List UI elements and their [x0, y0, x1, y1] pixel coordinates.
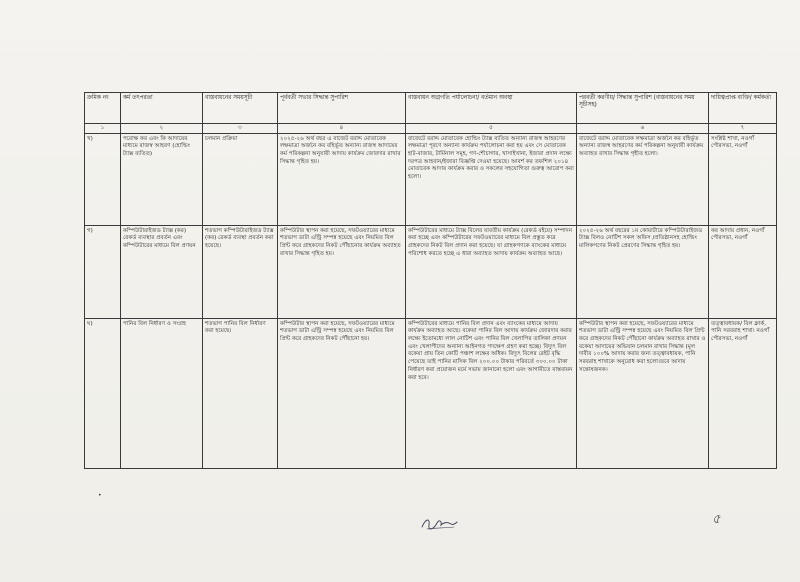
header-prev-decision: পূর্ববর্তী সভার সিদ্ধান্ত সুপারিশ — [278, 93, 406, 124]
column-number: ৩ — [203, 124, 278, 134]
row-next-steps: বাজেটে বরাদ্দ মোতাবেক লক্ষমাত্রা অর্জনে কর বহির্ভূত অন্যান্য রাজস্ব আহরণের কর্ম পরিকল্পনা অনুযায়ী কার্যক্রম অব্যাহত রাখার সিদ্ধান্ত গৃহীত হলো। — [577, 134, 709, 226]
column-number: ৫ — [406, 124, 577, 134]
row-responsible: কর আদায় প্রধান, নওগাঁ পৌরসভা, নওগাঁ — [709, 226, 777, 319]
header-schedule: বাস্তবায়নের সময়সূচী — [203, 93, 278, 124]
table-row — [85, 134, 777, 226]
page-number: ৫ — [712, 512, 721, 527]
row-activity: কম্পিউটারাইজড ট্যাক্স (কর) রেকর্ড ব্যবস্থার প্রবর্তন এবং কম্পিউটারের মাধ্যমে বিল প্রণয়ন — [121, 226, 203, 319]
row-serial: গ) — [85, 226, 121, 319]
header-next-steps: পরবর্তী করণীয়/ সিদ্ধান্ত সুপারিশ (বাস্তবায়নের সময় সূচীসহ) — [577, 93, 709, 124]
row-progress: বাজেটে বরাদ্দ মোতাবেক হোল্ডিং ট্যাক্স ব্যতিত অন্যান্য রাজস্ব আহরণের লক্ষমাত্রা পূরণে অন্যান্য কার্যক্রম পর্যালোচনা করা হয় এবং সে মোতাবেক হাট-বাজার, টার্মিনাল সমূহ, গণ-শৌচাগার, খাসাইখানা, ইজারা প্রদান লক্ষ্যে দরপত্র আহবান/ইজারা বিজ্ঞপ্তি দেওয়া হয়েছে। আবর্শ কর তফশিল ২০১৪ মোতাবেক আদায় কার্যক্রম করার ও সকলের সহযোগিতা গুরুত্ব আরোপ করা হলো। — [406, 134, 577, 226]
column-number: ১ — [85, 124, 121, 134]
margin-bullet: • — [98, 492, 102, 499]
header-row — [85, 93, 777, 124]
signature-image — [418, 512, 460, 534]
meeting-minutes-table — [84, 92, 777, 469]
header-activity: কর্ম তৎপরতা — [121, 93, 203, 124]
row-serial: ঘ) — [85, 319, 121, 469]
column-number-row — [85, 124, 777, 134]
row-prev-decision: ২০২৫-২৬ অর্থ বছর এ বাজেট বরাদ্দ মোতাবেক লক্ষমাত্রা অর্জনে কর বহির্ভূত অন্যান্য রাজস্ব আদায়ের কর্ম পরিকল্পনা অনুযায়ী আদায় কার্যক্রম জোরদার রাখার সিদ্ধান্ত গৃহিত হয়। — [278, 134, 406, 226]
row-progress: কম্পিউটারের মাধ্যমে পানির বিল প্রদান এবং ব্যাংকের মাধ্যমে আদায় কার্যক্রম অব্যাহত আছে। বকেয়া পানির বিল আদায় কার্যক্রম জোরদার করার লক্ষ্যে ইতোমধ্যে লাল নোটিশ এবং পানির বিল খেলাপির তালিকা প্রণয়ন এবং খেলাপীদের অন্যান্য আইনগত পদক্ষেপ গ্রহণ করা হচ্ছে। বিদ্যুৎ বিল বকেয়া প্রায় তিন কোটি পঞ্চাশ লক্ষের অধিক। বিদ্যুৎ বিলের রেইট বৃদ্ধি পেয়েছে তাই পানির মাসিক বিল ২০০.০০ টাকার পরিবর্তে ৩০০.০০ টাকা নির্ধারণ করা প্রয়োজন মর্মে সভায় জানানো হলো এবং আগামীতে বাস্তবায়ন করা হবে। — [406, 319, 577, 469]
header-serial: ক্রমিক নং — [85, 93, 121, 124]
row-activity: পরোক্ষ কর এবং কি আদায়ের মাধ্যমে রাজস্ব আহরণ (হোল্ডিং ট্যাক্স ব্যতিত) — [121, 134, 203, 226]
row-next-steps: ২০২৫-২৬ অর্থ বছরের ১ম কোয়ার্টারে কম্পিউটারাইজড ট্যাক্স বিলও নোটিশ সকল অফিস /প্রতিষ্ঠানসহ হোল্ডিং মালিকগণের নিকট প্রেরণের সিদ্ধান্ত গৃহিত হয়। — [577, 226, 709, 319]
row-schedule: শতভাগ পানির বিল নির্ধারণ করা হয়েছে। — [203, 319, 278, 469]
table-row — [85, 226, 777, 319]
row-activity: পানির বিল নির্ধারণ ও সংগ্রহ — [121, 319, 203, 469]
row-prev-decision: কম্পিউটার স্থাপন করা হয়েছে, সফটওয়্যারের মাধ্যমে শতভাগ ডাটা এন্ট্রি সম্পন্ন হয়েছে এবং নিয়মিত বিল প্রিন্ট করে গ্রাহকদের নিকট পৌঁছানোর কার্যক্রম অব্যাহত রাখার সিদ্ধান্ত গৃহিত হয়। — [278, 226, 406, 319]
row-schedule: চলমান প্রক্রিয়া — [203, 134, 278, 226]
row-responsible: তত্ত্বাবধায়ক/ বিল ক্লার্ক, পানি সরবরাহ শাখা। নওগাঁ পৌরসভা, নওগাঁ — [709, 319, 777, 469]
row-next-steps: কম্পিউটার স্থাপন করা হয়েছে, সফটওয়্যারের মাধ্যমে শতভাগ ডাটা এন্ট্রি সম্পন্ন হয়েছে এবং নিয়মিত বিল প্রিন্ট করে গ্রাহকদের নিকট পৌঁছানো কার্যক্রম অব্যাহত রাখার ও বকেয়া আদায়ের অভিযান চলমান রাখার সিদ্ধান্ত (মূল দাবীর ১০০% আদায় করার জন্য তত্ত্বাবধায়ক, পানি সরবরাহ শাখাকে অনুরোধ করা হলো।তবে আদায় সন্তোষজনক। — [577, 319, 709, 469]
row-schedule: শতভাগ কম্পিউটারাইজড ট্যাক্স (কর) রেকর্ড ব্যবস্থা প্রবর্তন করা হয়েছে। — [203, 226, 278, 319]
header-progress: বাস্তবায়ন অগ্রগতি পর্যালোচনা/ বর্তমান অবস্থা — [406, 93, 577, 124]
table-row — [85, 319, 777, 469]
column-number: ২ — [121, 124, 203, 134]
row-serial: খ) — [85, 134, 121, 226]
row-responsible: সংশ্লিষ্ট শাখা, নওগাঁ পৌরসভা, নওগাঁ — [709, 134, 777, 226]
row-progress: কম্পিউটারের মাধ্যমে ট্যাক্স বিলের যাবতীয় কার্যক্রম (রেকর্ড বইয়ে) সম্পাদন করা হচ্ছে এবং কম্পিউটারের সফটওয়্যারের মাধ্যমে বিল প্রস্তুত করে গ্রাহকদের নিকট বিল প্রদান করা হয়েছে। যা গ্রাহকগণকে ব্যাংকের মাধ্যমে পরিশোধ করতে হচ্ছে এ ধারা অব্যাহত আদায় কার্যক্রম অব্যাহত আছে। — [406, 226, 577, 319]
column-number: ৬ — [577, 124, 709, 134]
column-number: ৭ — [709, 124, 777, 134]
row-prev-decision: কম্পিউটার স্থাপন করা হয়েছে, সফটওয়্যারের মাধ্যমে শতভাগ ডাটা এন্ট্রি সম্পন্ন হয়েছে এবং নিয়মিত বিল প্রিন্ট করে গ্রাহকদের নিকট পৌঁছানো হয়। — [278, 319, 406, 469]
column-number: ৪ — [278, 124, 406, 134]
header-responsible: দায়িত্বপ্রাপ্ত ব্যক্তি/ কর্মকর্তা — [709, 93, 777, 124]
